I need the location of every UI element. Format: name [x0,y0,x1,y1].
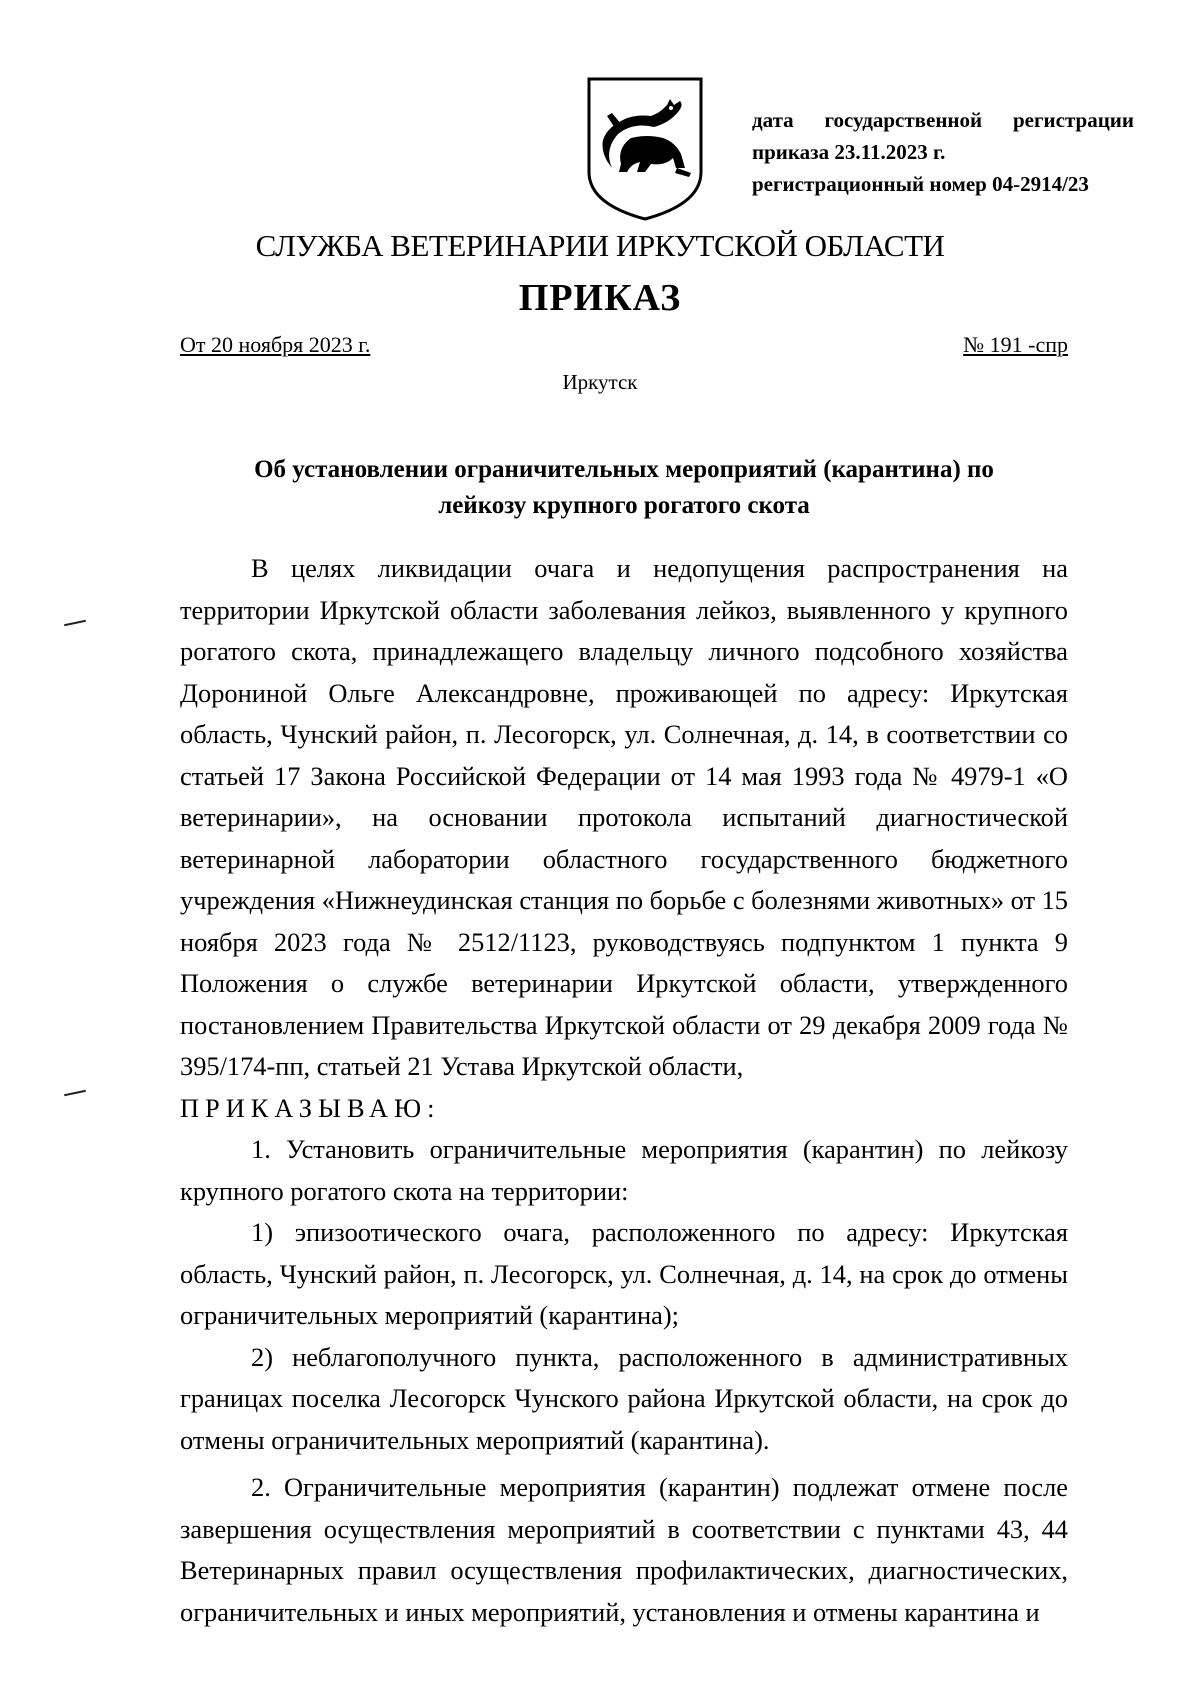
order-word: ПРИКАЗЫВАЮ: [180,1092,441,1123]
order-city: Иркутск [562,370,638,394]
item-2: 2. Ограничительные мероприятия (карантин) подлежат отмене после завершения осуществления мероприятий в соответствии с пунктами 43, 44 Ветеринарных правил осуществления профилактических, диагностических, ограничительных и иных мероприятий, установления и отмены карантина и [180,1472,1068,1627]
subject-line-2: лейкозу крупного рогатого скота [438,492,810,519]
item-1: 1. Установить ограничительные мероприятия (карантин) по лейкозу крупного рогатого скота на территории: [180,1134,1068,1206]
organization-title: СЛУЖБА ВЕТЕРИНАРИИ ИРКУТСКОЙ ОБЛАСТИ [255,228,945,263]
coat-of-arms-icon [585,76,705,222]
registration-info [752,104,1134,200]
registration-line-3: регистрационный номер 04-2914/23 [752,172,1089,196]
scan-mark [64,1090,86,1097]
registration-line-2: приказа 23.11.2023 г. [752,140,946,164]
preamble-paragraph: В целях ликвидации очага и недопущения распространения на территории Иркутской области заболевания лейкоз, выявленного у крупного рогатого скота, принадлежащего владельцу личного подсобного хозяйства Дорониной Ольге Александровне, проживающей по адресу: Иркутская область, Чунский район, п. Лесогорск, ул. Солнечная, д. 14, в соответствии со статьей 17 Закона Российской Федерации от 14 мая 1993 года № 4979-1 «О ветеринарии», на основании протокола испытаний диагностической ветеринарной лаборатории областного государственного бюджетного учреждения «Нижнеудинская станция по борьбе с болезнями животных» от 15 ноября 2023 года № 2512/1123, руководствуясь подпунктом 1 пункта 9 Положения о службе ветеринарии Иркутской области, утвержденного постановлением Правительства Иркутской области от 29 декабря 2009 года № 395/174-пп, статьей 21 Устава Иркутской области, [180,553,1068,1081]
document-type: ПРИКАЗ [518,277,682,319]
item-1-subitem-1: 1) эпизоотического очага, расположенного по адресу: Иркутская область, Чунский район, п. Лесогорск, ул. Солнечная, д. 14, на срок до отмены ограничительных мероприятий (карантина); [180,1217,1068,1330]
order-body [180,548,1068,1633]
order-date: От 20 ноября 2023 г. [180,332,371,357]
order-subject [180,452,1068,524]
order-number: № 191 -спр [963,332,1068,357]
scan-mark [64,620,86,627]
subject-line-1: Об установлении ограничительных мероприятий (карантина) по [254,456,994,483]
item-1-subitem-2: 2) неблагополучного пункта, расположенного в административных границах поселка Лесогорск Чунского района Иркутской области, на срок до отмены ограничительных мероприятий (карантина). [180,1341,1068,1455]
registration-line-1: дата государственной регистрации [752,108,1134,132]
